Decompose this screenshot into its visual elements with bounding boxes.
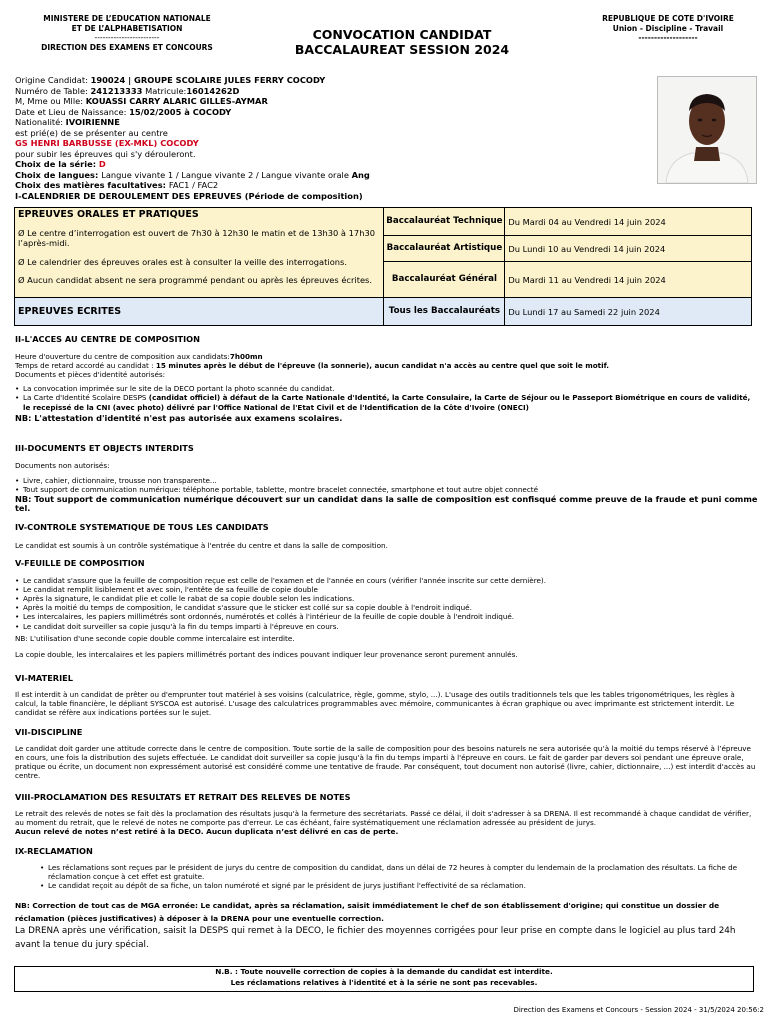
- calendar-table: [14, 207, 752, 326]
- section-9-title: IX-RECLAMATION: [15, 846, 93, 856]
- section-sheet: [15, 559, 759, 659]
- claim-item: • Les réclamations sont reçues par le président de jurys du centre de composition du candidat, dans un délai de 72 heures à compter du lendemain de la proclamation des résultats. La fiche de réclamation conçue à cet effet est gratuite.: [48, 863, 759, 881]
- opening-time-value: 7h00mn: [229, 352, 263, 362]
- serie-label: Choix de la série:: [15, 159, 99, 169]
- oral-note-2: Ø Le calendrier des épreuves orales est à consulter la veille des interrogations.: [18, 256, 347, 267]
- birth-value: 15/02/2005 à COCODY: [129, 106, 232, 117]
- section-6-text: Il est interdit à un candidat de prêter ou d'emprunter tout matériel à ses voisins (calculatrice, règle, gomme, stylo, ...). L'usage des outils traditionnels tels que les tables trigonométriques, les règles à calcul, la table financière, le dépliant SYSCOA est autorisé. L'usage des calculatrices programmables avec mémoire, communicantes à écran graphique ou avec imprimante est strictement interdit. Le candidat se réfère aux indications portées sur le sujet.: [15, 690, 735, 718]
- nationality-label: Nationalité:: [15, 117, 66, 127]
- bac-artistique-label: Baccalauréat Artistique: [384, 236, 505, 262]
- republic-separator: -------------------: [638, 33, 698, 43]
- invite-text: est prié(e) de se présenter au centre: [15, 127, 168, 138]
- bac-artistique-dates: Du Lundi 10 au Vendredi 14 juin 2024: [505, 236, 752, 262]
- section-forbidden: [15, 444, 759, 514]
- language-text: Langue vivante 1 / Langue vivante 2 / Langue vivante orale: [101, 169, 352, 180]
- name-row: [15, 96, 655, 107]
- allowed-doc-item-bold: (candidat officiel) à défaut de la Carte Nationale d'Identité, la Carte Consulaire, la Carte de Séjour ou le Passeport Biométrique en cours de validité, le recepissé de la CNI (avec photo) délivré par l'Office National de l'Etat Civil et de l'Identification de la Côte d'Ivoire (ONECI): [23, 393, 751, 412]
- allowed-docs-title: Documents et pièces d'identité autorisés:: [15, 370, 166, 380]
- drena-text: La DRENA après une vérification, saisit la DESPS qui remet à la DECO, le fichier des moyennes corrigées pour leur prise en compte dans le logiciel au plus tard 24h avant la tenue du jury spécial.: [15, 926, 736, 950]
- written-exams-title: EPREUVES ECRITES: [15, 298, 384, 326]
- candidate-portrait: [658, 77, 756, 183]
- serie-row: [15, 159, 655, 170]
- opening-time-row: [15, 352, 759, 361]
- sheet-rule-item: • Le candidat s'assure que la feuille de composition reçue est celle de l'examen et de l'année en cours (vérifier l'année inscrite sur cette dernière).: [23, 576, 759, 585]
- optional-value: FAC1 / FAC2: [168, 180, 219, 190]
- allowed-doc-item: [23, 393, 759, 411]
- page-footer: Direction des Examens et Concours - Session 2024 - 31/5/2024 20:56:2: [513, 1006, 764, 1014]
- section-claims: [15, 847, 759, 952]
- bac-general-label: Baccalauréat Général: [384, 262, 505, 298]
- sheet-rule-item: • Après la signature, le candidat plie et colle le rabat de sa copie double selon les indications.: [23, 594, 759, 603]
- section-4-title: IV-CONTROLE SYSTEMATIQUE DE TOUS LES CANDIDATS: [15, 522, 269, 532]
- nb-box-line-2: Les réclamations relatives à l'identité et à la série ne sont pas recevables.: [230, 977, 538, 987]
- written-exams-dates: Du Lundi 17 au Samedi 22 juin 2024: [505, 298, 752, 326]
- late-time-label: Temps de retard accordé au candidat :: [15, 361, 156, 371]
- sheet-rule-item: • Le candidat doit surveiller sa copie jusqu'à la fin du temps imparti à l'épreuve en cours.: [23, 622, 759, 631]
- nb-box-line-1: N.B. : Toute nouvelle correction de copies à la demande du candidat est interdite.: [215, 967, 553, 976]
- forbidden-doc-item: • Tout support de communication numérique: téléphone portable, tablette, montre bracelet connectée, smartphone et tout autre objet connecté: [23, 485, 759, 494]
- bac-general-dates: Du Mardi 11 au Vendredi 14 juin 2024: [505, 262, 752, 298]
- candidate-photo: [657, 76, 757, 184]
- birth-label: Date et Lieu de Naissance:: [15, 106, 130, 117]
- republic-line-1: REPUBLIQUE DE COTE D'IVOIRE: [602, 14, 734, 23]
- language-value: Ang: [351, 169, 370, 180]
- republic-header: [568, 14, 768, 43]
- calendar-title: I-CALENDRIER DE DEROULEMENT DES EPREUVES (Période de composition): [15, 190, 363, 201]
- ministry-line-1: MINISTERE DE L’EDUCATION NATIONALE: [43, 14, 211, 23]
- section-4-text: Le candidat est soumis à un contrôle systématique à l'entrée du centre et dans la salle de composition.: [15, 541, 388, 551]
- allowed-doc-item-start: La Carte d'Identité Scolaire DESPS: [23, 393, 149, 403]
- nationality-row: [15, 117, 655, 128]
- section-6-title: VI-MATERIEL: [15, 673, 73, 683]
- section-3-nb: NB: Tout support de communication numérique découvert sur un candidat dans la salle de composition est confisqué comme preuve de la fraude et puni comme tel.: [15, 494, 758, 514]
- allowed-docs-list: [15, 384, 759, 411]
- section-2-title: II-L'ACCES AU CENTRE DE COMPOSITION: [15, 334, 200, 344]
- late-time-row: [15, 361, 759, 370]
- oral-note-3: Ø Aucun candidat absent ne sera programmé pendant ou après les épreuves écrites.: [18, 275, 373, 285]
- section-9-nb: NB: Correction de tout cas de MGA erronée: Le candidat, après sa réclamation, saisit immédiatement le chef de son établissement d'origine; qui constitue un dossier de réclamation (pièces justificatives) à déposer à la DRENA pour une eventuelle correction.: [15, 901, 720, 924]
- late-time-value: 15 minutes après le début de l'épreuve (la sonnerie), aucun candidat n'a accès au centre quel que soit le motif.: [155, 361, 610, 371]
- title-line-2: BACCALAUREAT SESSION 2024: [294, 42, 510, 57]
- section-access: [15, 335, 759, 423]
- language-label: Choix de langues:: [15, 169, 102, 180]
- title-line-1: CONVOCATION CANDIDAT: [312, 27, 492, 42]
- section-5-note: La copie double, les intercalaires et les papiers millimétrés portant des indices pouvant indiquer leur provenance seront purement annulés.: [15, 649, 518, 659]
- section-material: [15, 674, 759, 717]
- section-8-bold: Aucun relevé de notes n’est retiré à la DECO. Aucun duplicata n’est délivré en cas de perte.: [15, 827, 399, 837]
- section-7-title: VII-DISCIPLINE: [15, 727, 83, 737]
- sheet-rule-item: • Après la moitié du temps de composition, le candidat s'assure que le sticker est collé sur sa copie double à l'endroit indiqué.: [23, 603, 759, 612]
- section-5-title: V-FEUILLE DE COMPOSITION: [15, 558, 145, 568]
- name-label: M, Mme ou Mlle:: [15, 96, 86, 106]
- exam-centre: GS HENRI BARBUSSE (EX-MKL) COCODY: [15, 138, 199, 148]
- forbidden-doc-item: • Livre, cahier, dictionnaire, trousse non transparente...: [23, 476, 759, 485]
- table-label: Numéro de Table:: [15, 85, 91, 96]
- name-value: KOUASSI CARRY ALARIC GILLES-AYMAR: [85, 96, 268, 106]
- opening-time-label: Heure d'ouverture du centre de composition aux candidats:: [15, 352, 230, 362]
- claim-item: • Le candidat reçoit au dépôt de sa fiche, un talon numéroté et signé par le président de jurys justifiant l'effectivité de sa réclamation.: [48, 881, 759, 890]
- sheet-rule-item: • Les intercalaires, les papiers millimétrés sont ordonnés, numérotés et collés à l'intérieur de la feuille de copie double à l'endroit indiqué.: [23, 612, 759, 621]
- forbidden-docs-list: [15, 476, 759, 494]
- section-2-nb: NB: L'attestation d'identité n'est pas autorisée aux examens scolaires.: [15, 412, 343, 423]
- candidate-info: [15, 75, 655, 201]
- oral-exams-title: EPREUVES ORALES ET PRATIQUES: [18, 209, 199, 220]
- sheet-rules-list: [15, 576, 759, 631]
- bac-technique-label: Baccalauréat Technique: [384, 208, 505, 236]
- ministry-line-2: ET DE L’ALPHABETISATION: [71, 23, 183, 33]
- optional-label: Choix des matières facultatives:: [15, 180, 169, 190]
- matricule-label: Matricule:: [142, 85, 187, 96]
- submit-text: pour subir les épreuves qui s'y dérouleront.: [15, 148, 196, 159]
- all-bac-label: Tous les Baccalauréats: [384, 298, 505, 326]
- nb-box: [14, 966, 754, 992]
- section-8-title: VIII-PROCLAMATION DES RESULTATS ET RETRAIT DES RELEVES DE NOTES: [15, 792, 351, 802]
- ministry-header: [14, 14, 240, 52]
- allowed-doc-item: • La convocation imprimée sur le site de la DECO portant la photo scannée du candidat.: [23, 384, 759, 393]
- section-control: [15, 523, 759, 550]
- section-7-text: Le candidat doit garder une attitude correcte dans le centre de composition. Toute sortie de la salle de composition pour des besoins naturels ne sera autorisée qu’à la moitié du temps réservé à l’épreuve en cours, une fois la distribution des sujets effectuée. Le candidat doit surveiller sa copie jusqu'à la fin du temps imparti à l'épreuve en cours. Le fait de garder par devers soi pendant une épreuve orale, pratique ou écrite, un document non expressément autorisé est considéré comme une tentative de fraude. Par conséquent, tout document non autorisé (livre, cahier, dictionnaire, ...) est interdit d'accès au centre.: [15, 744, 756, 781]
- section-5-nb: NB: L'utilisation d'une seconde copie double comme intercalaire est interdite.: [15, 633, 295, 643]
- bac-technique-dates: Du Mardi 04 au Vendredi 14 juin 2024: [505, 208, 752, 236]
- section-8-text: Le retrait des relevés de notes se fait dès la proclamation des résultats jusqu'à la fermeture des secrétariats. Passé ce délai, il doit s'adresser à sa DRENA. Il est recommandé à chaque candidat de vérifier, au moment du retrait, que le relevé de notes ne comporte pas d'erreur. Le cas échéant, faire systématiquement une réclamation adressée au président de jurys.: [15, 809, 752, 828]
- document-title: [240, 27, 564, 57]
- republic-line-2: Union - Discipline - Travail: [612, 23, 724, 33]
- serie-value: D: [98, 159, 106, 169]
- origin-label: Origine Candidat:: [15, 75, 91, 85]
- table-value: 241213333: [90, 85, 143, 96]
- matricule-value: 16014262D: [186, 85, 240, 96]
- nationality-value: IVOIRIENNE: [65, 117, 120, 127]
- section-results: [15, 793, 759, 836]
- table-number-row: [15, 86, 655, 97]
- forbidden-docs-intro: Documents non autorisés:: [15, 461, 110, 471]
- sheet-rule-item: • Le candidat remplit lisiblement et avec soin, l'entête de sa feuille de copie double: [23, 585, 759, 594]
- section-discipline: [15, 728, 759, 780]
- origin-value: 190024 | GROUPE SCOLAIRE JULES FERRY COCODY: [90, 75, 326, 85]
- oral-exams-cell: [15, 208, 384, 298]
- origin-row: [15, 75, 655, 86]
- oral-note-1: Ø Le centre d’interrogation est ouvert de 7h30 à 12h30 le matin et de 13h30 à 17h30 l’après-midi.: [18, 227, 376, 248]
- ministry-line-3: DIRECTION DES EXAMENS ET CONCOURS: [41, 42, 213, 52]
- claims-list: [15, 863, 759, 890]
- language-row: [15, 170, 655, 181]
- section-3-title: III-DOCUMENTS ET OBJECTS INTERDITS: [15, 443, 194, 453]
- ministry-separator: ------------------------: [94, 33, 160, 43]
- optional-subjects-row: [15, 180, 655, 191]
- birth-row: [15, 107, 655, 118]
